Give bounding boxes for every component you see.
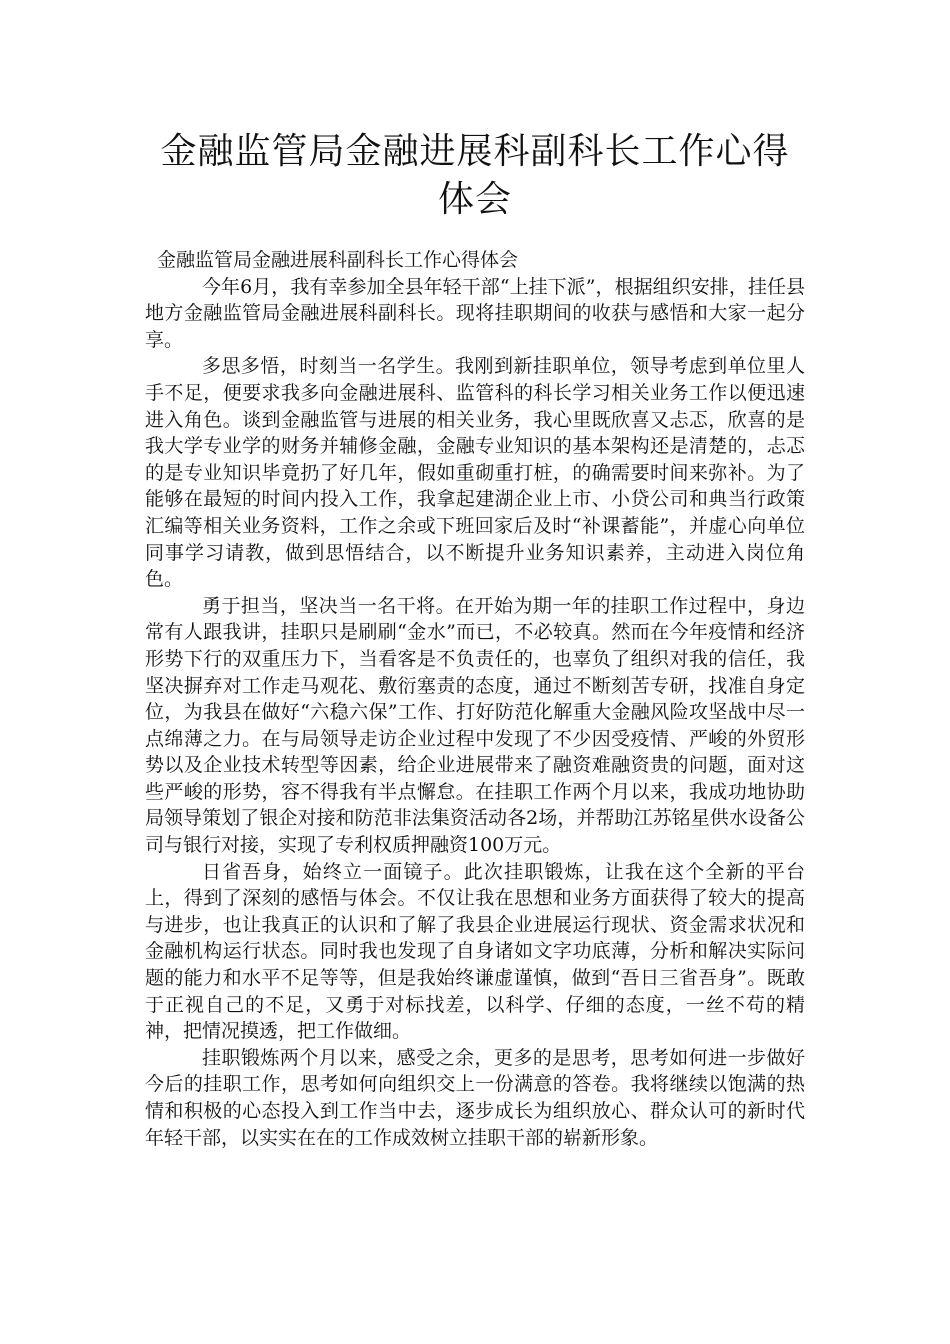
paragraph-responsibility: 勇于担当，坚决当一名干将。在开始为期一年的挂职工作过程中，身边常有人跟我讲，挂职只是刷刷“金水”而已，不必较真。然而在今年疫情和经济形势下行的双重压力下，当看客是不负责任的，也辜负了组织对我的信任，我坚决摒弃对工作走马观花、敷衍塞责的态度，通过不断刻苦专研，找准自身定位，为我县在做好“六稳六保”工作、打好防范化解重大金融风险攻坚战中尽一点绵薄之力。在与局领导走访企业过程中发现了不少因受疫情、严峻的外贸形势以及企业技术转型等因素，给企业进展带来了融资难融资贵的问题，面对这些严峻的形势，容不得我有半点懈怠。在挂职工作两个月以来，我成功地协助局领导策划了银企对接和防范非法集资活动各2场，并帮助江苏铭星供水设备公司与银行对接，实现了专利权质押融资100万元。: [145, 594, 805, 857]
paragraph-reflection: 日省吾身，始终立一面镜子。此次挂职锻炼，让我在这个全新的平台上，得到了深刻的感悟与体会。不仅让我在思想和业务方面获得了较大的提高与进步，也让我真正的认识和了解了我县企业进展运行现状、资金需求状况和金融机构运行状态。同时我也发现了自身诸如文字功底薄，分析和解决实际问题的能力和水平不足等等，但是我始终谦虚谨慎，做到“吾日三省吾身”。既敢于正视自己的不足，又勇于对标找差，以科学、仔细的态度，一丝不苟的精神，把情况摸透，把工作做细。: [145, 860, 805, 1043]
document-body: [145, 247, 805, 1151]
paragraph-intro: 今年6月，我有幸参加全县年轻干部“上挂下派”，根据组织安排，挂任县地方金融监管局金融进展科副科长。现将挂职期间的收获与感悟和大家一起分享。: [145, 275, 805, 351]
paragraph-conclusion: 挂职锻炼两个月以来，感受之余，更多的是思考，思考如何进一步做好今后的挂职工作，思考如何向组织交上一份满意的答卷。我将继续以饱满的热情和积极的心态投入到工作当中去，逐步成长为组织放心、群众认可的新时代年轻干部，以实实在在的工作成效树立挂职干部的崭新形象。: [145, 1046, 805, 1149]
document-title: 金融监管局金融进展科副科长工作心得体会: [160, 131, 790, 220]
paragraph-learning: 多思多悟，时刻当一名学生。我刚到新挂职单位，领导考虑到单位里人手不足，便要求我多向金融进展科、监管科的科长学习相关业务工作以便迅速进入角色。谈到金融监管与进展的相关业务，我心里既欣喜又忐忑，欣喜的是我大学专业学的财务并辅修金融，金融专业知识的基本架构还是清楚的，忐忑的是专业知识毕竟扔了好几年，假如重砌重打桩，的确需要时间来弥补。为了能够在最短的时间内投入工作，我拿起建湖企业上市、小贷公司和典当行政策汇编等相关业务资料，工作之余或下班回家后及时“补课蓄能”，并虚心向单位同事学习请教，做到思悟结合，以不断提升业务知识素养，主动进入岗位角色。: [145, 355, 805, 591]
document-subtitle: 金融监管局金融进展科副科长工作心得体会: [157, 249, 519, 271]
